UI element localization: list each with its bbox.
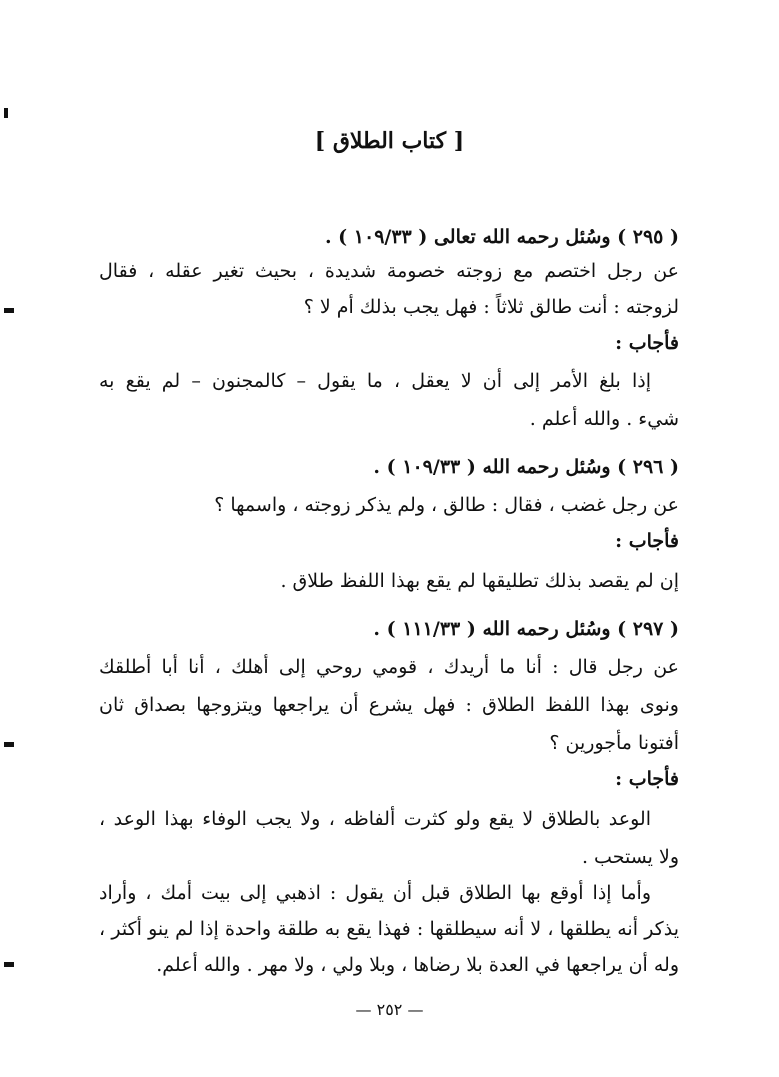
question-text-line: لزوجته : أنت طالق ثلاثاً : فهل يجب بذلك أم لا ؟ [303,296,679,318]
answer-label: فأجاب : [615,530,679,552]
answer-text-line: ولا يستحب . [581,846,679,868]
answer-text-line: يذكر أنه يطلقها ، لا أنه سيطلقها : فهذا يقع به طلقة واحدة إذا لم ينو أكثر ، [99,918,679,940]
margin-mark [4,308,14,313]
question-text-line: عن رجل غضب ، فقال : طالق ، ولم يذكر زوجته ، واسمها ؟ [214,494,679,516]
question-heading: ( ٢٩٦ ) وسُئل رحمه الله ( ١٠٩/٣٣ ) . [373,456,679,478]
margin-mark [4,962,14,967]
answer-label: فأجاب : [615,768,679,790]
question-text-line: ونوى بهذا اللفظ الطلاق : فهل يشرع أن يراجعها ويتزوجها بصداق ثان [99,694,679,716]
answer-text-line: وله أن يراجعها في العدة بلا رضاها ، وبلا ولي ، ولا مهر . والله أعلم. [156,954,679,976]
question-text-line: عن رجل قال : أنا ما أريدك ، قومي روحي إلى أهلك ، أنا أبا أطلقك [99,656,679,678]
page-number: — ٢٥٢ — [355,1000,424,1019]
question-heading: ( ٢٩٥ ) وسُئل رحمه الله تعالى ( ١٠٩/٣٣ ) . [324,226,679,248]
question-text-line: عن رجل اختصم مع زوجته خصومة شديدة ، بحيث تغير عقله ، فقال [99,260,679,282]
margin-mark [4,108,8,118]
question-text-line: أفتونا مأجورين ؟ [549,732,679,754]
answer-label: فأجاب : [615,332,679,354]
answer-text-line: الوعد بالطلاق لا يقع ولو كثرت ألفاظه ، ولا يجب الوفاء بهذا الوعد ، [99,808,651,830]
answer-text-line: وأما إذا أوقع بها الطلاق قبل أن يقول : اذهبي إلى بيت أمك ، وأراد [99,882,651,904]
margin-mark [4,742,14,747]
chapter-title: [ كتاب الطلاق ] [314,128,465,154]
answer-text-line: شيء . والله أعلم . [529,408,679,430]
answer-text-line: إذا بلغ الأمر إلى أن لا يعقل ، ما يقول – كالمجنون – لم يقع به [99,370,651,392]
question-heading: ( ٢٩٧ ) وسُئل رحمه الله ( ١١١/٣٣ ) . [373,618,679,640]
answer-text-line: إن لم يقصد بذلك تطليقها لم يقع بهذا اللفظ طلاق . [280,570,679,592]
